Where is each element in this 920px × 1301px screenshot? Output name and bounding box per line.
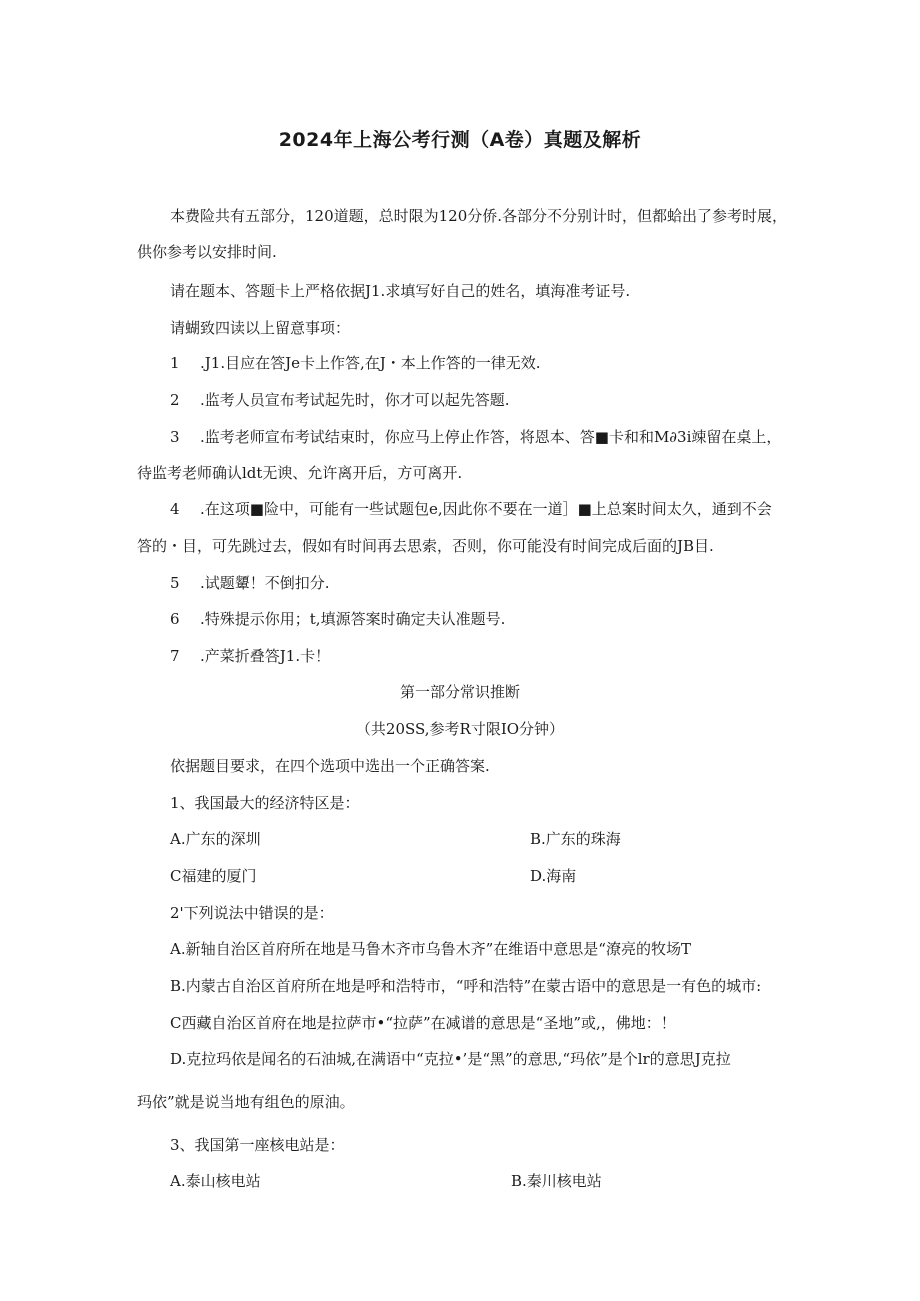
note-item xyxy=(170,390,510,410)
note-item xyxy=(170,573,330,593)
note-item xyxy=(170,646,330,666)
option-a: A.泰山核电站 xyxy=(170,1172,261,1190)
question-stem: 3、我国第一座核电站是： xyxy=(170,1136,345,1154)
note-text: .在这项■险中，可能有一些试题包e,因此你不要在一道］■上总案时间太久，通到不会 xyxy=(200,500,772,518)
intro-paragraph-line: 本费险共有五部分，120道题，总时限为120分侨.各部分不分别计时，但都蛤出了参考时展， xyxy=(170,207,788,225)
note-item xyxy=(170,353,541,373)
option-c: C福建的厦门 xyxy=(170,867,257,885)
note-number: 4 xyxy=(170,500,180,518)
section-instruction: 依据题目要求，在四个选项中选出一个正确答案. xyxy=(170,757,490,775)
note-number: 1 xyxy=(170,354,180,372)
option-b: B.秦川核电站 xyxy=(511,1172,602,1190)
note-text: .J1.目应在答Je卡上作答,在J・本上作答的一律无效. xyxy=(200,354,541,372)
note-number: 6 xyxy=(170,610,180,628)
note-number: 7 xyxy=(170,647,180,665)
note-text: .试题顰！不倒扣分. xyxy=(200,574,330,592)
note-text: .特殊提示你用；t,填源答案时确定夫认准题号. xyxy=(200,610,506,628)
option-b: B.广东的珠海 xyxy=(530,830,621,848)
note-text: .监考老师宣布考试结束时，你应马上停止作答，将恩本、答■卡和和M∂3i竦留在桌上， xyxy=(200,428,782,446)
note-text-continued: 答的・目，可先跳过去，假如有时间再去思索，否则，你可能没有时间完成后面的JB目. xyxy=(137,537,714,555)
intro-paragraph: 请蝴致四读以上留意事项： xyxy=(170,319,351,337)
note-item xyxy=(170,499,772,519)
document-title: 2024年上海公考行测（A卷）真题及解析 xyxy=(278,129,642,151)
intro-paragraph-line: 供你参考以安排时间. xyxy=(137,243,277,261)
note-text: .产菜折叠答J1.卡！ xyxy=(200,647,331,665)
note-item xyxy=(170,427,781,447)
question-stem: 2'下列说法中错误的是： xyxy=(170,904,334,922)
note-number: 2 xyxy=(170,391,180,409)
option-d-continued: 玛依”就是说当地有组色的原油。 xyxy=(137,1093,355,1111)
section-subtitle: （共20SS,参考R寸限IO分钟） xyxy=(355,720,565,738)
option-a: A.新轴自治区首府所在地是马鲁木齐市乌鲁木齐”在维语中意思是“潦亮的牧场T xyxy=(170,940,691,958)
option-c: C西藏自治区首府在地是拉萨市•“拉萨”在减谱的意思是“圣地”或,，佛地：！ xyxy=(170,1014,676,1032)
note-number: 3 xyxy=(170,428,180,446)
option-d: D.海南 xyxy=(530,867,577,885)
note-number: 5 xyxy=(170,574,180,592)
intro-paragraph: 请在题本、答题卡上严格依据J1.求填写好自己的姓名，填海准考证号. xyxy=(170,282,631,300)
note-text: .监考人员宣布考试起先时，你才可以起先答题. xyxy=(200,391,510,409)
question-stem: 1、我国最大的经济特区是： xyxy=(170,794,360,812)
note-item xyxy=(170,609,505,629)
option-b: B.内蒙古自治区首府所在地是呼和浩特市，“呼和浩特”在蒙古语中的意思是一有色的城市: xyxy=(170,977,762,995)
option-d: D.克拉玛依是闻名的石油城,在满语中“克拉•’是“黑”的意思,“玛依”是个lr的意思J克拉 xyxy=(170,1050,731,1068)
option-a: A.广东的深圳 xyxy=(170,830,261,848)
note-text-continued: 待监考老师确认ldt无谀、允许离开后，方可离开. xyxy=(137,464,463,482)
section-title: 第一部分常识推断 xyxy=(399,683,520,701)
